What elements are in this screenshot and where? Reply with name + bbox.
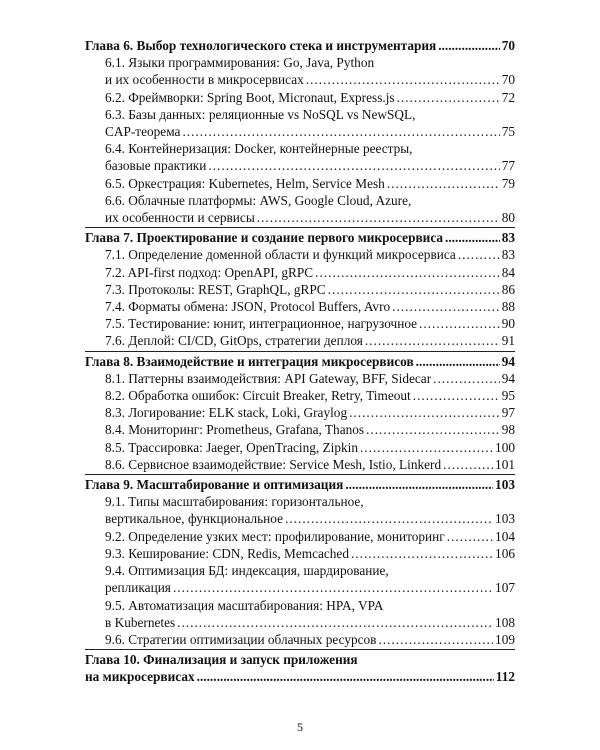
toc-entry-line bbox=[105, 175, 515, 192]
toc-entry-line bbox=[105, 614, 515, 631]
toc-page-number: 70 bbox=[501, 38, 515, 53]
dot-leader bbox=[445, 229, 500, 246]
dot-leader bbox=[438, 37, 499, 54]
toc-entry-line bbox=[105, 387, 515, 404]
toc-section-entry bbox=[85, 281, 515, 298]
toc-entry-line bbox=[85, 651, 515, 668]
dot-leader bbox=[392, 298, 500, 315]
toc-entry-title: Глава 7. Проектирование и создание первого микросервиса bbox=[85, 230, 444, 246]
dot-leader bbox=[328, 281, 500, 298]
dot-leader bbox=[433, 370, 500, 387]
toc-section-entry bbox=[85, 528, 515, 545]
toc-entry-line bbox=[105, 298, 515, 315]
toc-page-number: 108 bbox=[495, 614, 515, 630]
chapter-divider bbox=[85, 474, 515, 475]
dot-leader bbox=[345, 476, 493, 493]
toc-entry-line bbox=[85, 353, 515, 370]
toc-entry-title: 7.1. Определение доменной области и функций микросервиса bbox=[105, 247, 456, 263]
toc-chapter-entry bbox=[85, 476, 515, 493]
toc-entry-line bbox=[105, 157, 515, 174]
dot-leader bbox=[416, 353, 500, 370]
toc-entry-title: вертикальное, функциональное bbox=[105, 511, 284, 527]
toc-page-number: 90 bbox=[501, 316, 515, 332]
toc-entry-title: 6.1. Языки программирования: Go, Java, Python bbox=[105, 55, 375, 71]
toc-entry-title: на микросервисах bbox=[85, 669, 195, 685]
toc-chapter-entry bbox=[85, 651, 515, 685]
toc-entry-line bbox=[105, 370, 515, 387]
toc-entry-title: базовые практики bbox=[105, 158, 207, 174]
toc-entry-line bbox=[105, 89, 515, 106]
toc-section-entry bbox=[85, 192, 515, 226]
toc-entry-line bbox=[85, 668, 515, 685]
toc-entry-title: 6.5. Оркестрация: Kubernetes, Helm, Service Mesh bbox=[105, 175, 385, 191]
toc-entry-line bbox=[105, 209, 515, 226]
toc-entry-title: CAP-теорема bbox=[105, 124, 181, 140]
toc-section-entry bbox=[85, 89, 515, 106]
chapter-divider bbox=[85, 227, 515, 228]
toc-page-number: 101 bbox=[495, 456, 515, 472]
toc-section-entry bbox=[85, 315, 515, 332]
toc-entry-title: 9.6. Стратегии оптимизации облачных ресурсов bbox=[105, 631, 377, 647]
toc-section-entry bbox=[85, 332, 515, 349]
toc-section-entry bbox=[85, 106, 515, 140]
toc-chapter-entry bbox=[85, 229, 515, 246]
toc-entry-title: 6.4. Контейнеризация: Docker, контейнерные реестры, bbox=[105, 141, 413, 157]
toc-entry-title: 9.3. Кеширование: CDN, Redis, Memcached bbox=[105, 545, 349, 561]
dot-leader bbox=[360, 439, 493, 456]
toc-entry-line bbox=[105, 54, 515, 71]
toc-chapter-entry bbox=[85, 353, 515, 370]
toc-page-number: 86 bbox=[501, 281, 515, 297]
dot-leader bbox=[419, 315, 500, 332]
dot-leader bbox=[285, 510, 493, 527]
toc-entry-title: 6.6. Облачные платформы: AWS, Google Cloud, Azure, bbox=[105, 192, 412, 208]
dot-leader bbox=[378, 631, 493, 648]
toc-entry-title: 7.4. Форматы обмена: JSON, Protocol Buffers, Avro bbox=[105, 299, 391, 315]
toc-entry-line bbox=[105, 631, 515, 648]
toc-page-number: 103 bbox=[495, 477, 515, 493]
toc-entry-line bbox=[105, 579, 515, 596]
toc-entry-line bbox=[105, 545, 515, 562]
toc-page-number: 84 bbox=[501, 264, 515, 280]
toc-entry-line bbox=[105, 106, 515, 123]
toc-entry-title: 7.3. Протоколы: REST, GraphQL, gRPC bbox=[105, 281, 326, 297]
table-of-contents bbox=[85, 37, 515, 686]
dot-leader bbox=[458, 246, 500, 263]
toc-entry-title: их особенности и сервисы bbox=[105, 210, 255, 226]
toc-page-number: 103 bbox=[495, 511, 515, 527]
toc-page-number: 104 bbox=[495, 528, 515, 544]
toc-page-number: 83 bbox=[501, 230, 515, 246]
toc-entry-line bbox=[105, 493, 515, 510]
toc-page-number: 98 bbox=[501, 422, 515, 438]
toc-entry-title: в Kubernetes bbox=[105, 614, 176, 630]
dot-leader bbox=[447, 528, 493, 545]
toc-entry-title: Глава 8. Взаимодействие и интеграция микросервисов bbox=[85, 353, 414, 369]
toc-entry-title: Глава 6. Выбор технологического стека и инструментария bbox=[85, 38, 437, 53]
toc-entry-line bbox=[85, 229, 515, 246]
toc-section-entry bbox=[85, 140, 515, 174]
dot-leader bbox=[173, 579, 493, 596]
toc-entry-line bbox=[105, 315, 515, 332]
toc-entry-title: 6.3. Базы данных: реляционные vs NoSQL vs NewSQL, bbox=[105, 106, 416, 122]
toc-page-number: 94 bbox=[501, 370, 515, 386]
chapter-divider bbox=[85, 649, 515, 650]
dot-leader bbox=[315, 264, 500, 281]
dot-leader bbox=[208, 157, 499, 174]
toc-entry-title: 7.2. API-first подход: OpenAPI, gRPC bbox=[105, 264, 314, 280]
toc-entry-title: 9.1. Типы масштабирования: горизонтальное, bbox=[105, 494, 364, 510]
toc-entry-title: 8.2. Обработка ошибок: Circuit Breaker, Retry, Timeout bbox=[105, 388, 411, 404]
toc-entry-title: 8.5. Трассировка: Jaeger, OpenTracing, Zipkin bbox=[105, 439, 358, 455]
toc-entry-line bbox=[105, 332, 515, 349]
toc-section-entry bbox=[85, 387, 515, 404]
dot-leader bbox=[177, 614, 493, 631]
toc-page-number: 95 bbox=[501, 388, 515, 404]
toc-entry-line bbox=[105, 140, 515, 157]
toc-entry-line bbox=[105, 562, 515, 579]
toc-section-entry bbox=[85, 562, 515, 596]
toc-entry-title: репликация bbox=[105, 580, 171, 596]
dot-leader bbox=[349, 404, 500, 421]
toc-entry-line bbox=[85, 37, 515, 54]
toc-section-entry bbox=[85, 493, 515, 527]
toc-entry-title: Глава 10. Финализация и запуск приложения bbox=[85, 652, 358, 668]
toc-section-entry bbox=[85, 298, 515, 315]
toc-entry-line bbox=[105, 71, 515, 88]
toc-section-entry bbox=[85, 597, 515, 631]
dot-leader bbox=[413, 387, 500, 404]
toc-page-number: 79 bbox=[501, 175, 515, 191]
toc-page-number: 107 bbox=[495, 580, 515, 596]
toc-entry-line bbox=[105, 597, 515, 614]
toc-entry-title: 8.1. Паттерны взаимодействия: API Gateway, BFF, Sidecar bbox=[105, 370, 432, 386]
toc-entry-line bbox=[105, 192, 515, 209]
toc-page-number: 88 bbox=[501, 299, 515, 315]
toc-entry-title: 7.5. Тестирование: юнит, интеграционное, нагрузочное bbox=[105, 316, 418, 332]
toc-section-entry bbox=[85, 370, 515, 387]
toc-entry-title: 8.6. Сервисное взаимодействие: Service Mesh, Istio, Linkerd bbox=[105, 456, 442, 472]
dot-leader bbox=[365, 332, 500, 349]
toc-entry-line bbox=[105, 246, 515, 263]
toc-page-number: 80 bbox=[501, 210, 515, 226]
chapter-divider bbox=[85, 351, 515, 352]
toc-entry-line bbox=[105, 528, 515, 545]
toc-chapter-entry bbox=[85, 37, 515, 54]
toc-entry-title: 8.4. Мониторинг: Prometheus, Grafana, Thanos bbox=[105, 422, 365, 438]
dot-leader bbox=[351, 545, 493, 562]
toc-entry-title: 7.6. Деплой: CI/CD, GitOps, стратегии деплоя bbox=[105, 333, 363, 349]
toc-entry-title: 9.5. Автоматизация масштабирования: HPA, VPA bbox=[105, 597, 384, 613]
toc-entry-line bbox=[105, 264, 515, 281]
toc-page-number: 94 bbox=[501, 353, 515, 369]
dot-leader bbox=[366, 421, 500, 438]
toc-section-entry bbox=[85, 545, 515, 562]
toc-page-number: 91 bbox=[501, 333, 515, 349]
dot-leader bbox=[306, 71, 500, 88]
dot-leader bbox=[182, 123, 499, 140]
toc-section-entry bbox=[85, 246, 515, 263]
toc-section-entry bbox=[85, 54, 515, 88]
toc-entry-line bbox=[105, 404, 515, 421]
toc-page-number: 106 bbox=[495, 545, 515, 561]
toc-page-number: 109 bbox=[495, 631, 515, 647]
toc-entry-line bbox=[85, 476, 515, 493]
toc-section-entry bbox=[85, 631, 515, 648]
toc-section-entry bbox=[85, 421, 515, 438]
toc-entry-line bbox=[105, 123, 515, 140]
toc-entry-line bbox=[105, 421, 515, 438]
dot-leader bbox=[257, 209, 500, 226]
toc-entry-title: Глава 9. Масштабирование и оптимизация bbox=[85, 477, 344, 493]
toc-entry-line bbox=[105, 456, 515, 473]
toc-page-number: 83 bbox=[501, 247, 515, 263]
toc-entry-title: 9.2. Определение узких мест: профилирование, мониторинг bbox=[105, 528, 445, 544]
toc-page-number: 112 bbox=[495, 669, 515, 685]
toc-page-number: 72 bbox=[501, 89, 515, 105]
toc-section-entry bbox=[85, 264, 515, 281]
toc-section-entry bbox=[85, 175, 515, 192]
toc-entry-line bbox=[105, 439, 515, 456]
toc-entry-line bbox=[105, 510, 515, 527]
dot-leader bbox=[397, 89, 500, 106]
dot-leader bbox=[197, 668, 494, 685]
toc-page-number: 77 bbox=[501, 158, 515, 174]
toc-page-number: 100 bbox=[495, 439, 515, 455]
toc-section-entry bbox=[85, 456, 515, 473]
toc-entry-title: 6.2. Фреймворки: Spring Boot, Micronaut, Express.js bbox=[105, 89, 395, 105]
dot-leader bbox=[443, 456, 493, 473]
toc-section-entry bbox=[85, 439, 515, 456]
toc-entry-line bbox=[105, 281, 515, 298]
toc-entry-title: и их особенности в микросервисах bbox=[105, 72, 304, 88]
toc-entry-title: 8.3. Логирование: ELK stack, Loki, Graylog bbox=[105, 405, 348, 421]
toc-section-entry bbox=[85, 404, 515, 421]
page-number: 5 bbox=[297, 720, 303, 734]
toc-entry-title: 9.4. Оптимизация БД: индексация, шардирование, bbox=[105, 563, 389, 579]
dot-leader bbox=[387, 175, 500, 192]
toc-page-number: 75 bbox=[501, 124, 515, 140]
toc-page-number: 70 bbox=[501, 72, 515, 88]
toc-page-number: 97 bbox=[501, 405, 515, 421]
